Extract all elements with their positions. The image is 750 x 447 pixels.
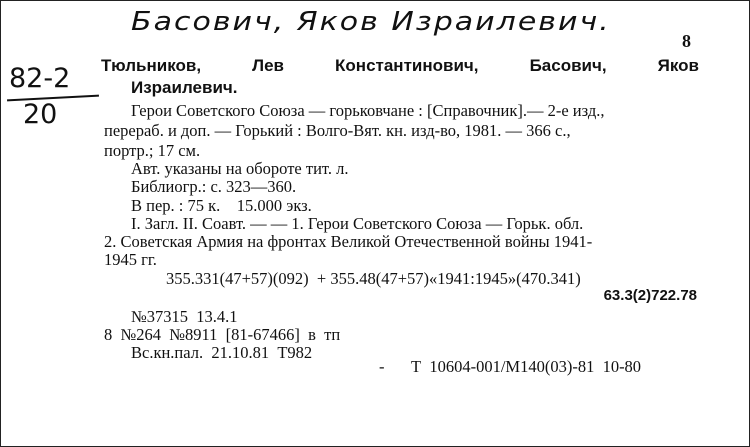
body-line: перераб. и доп. — Горький : Волго-Вят. кн. изд-во, 1981. — 366 с., — [104, 121, 571, 140]
heading-word: Басович, — [529, 56, 607, 75]
body-line: Авт. указаны на обороте тит. л. — [131, 159, 349, 178]
heading-line-2: Израилевич. — [131, 78, 238, 97]
heading-word: Лев — [252, 56, 284, 75]
footer-line-2: 8 №264 №8911 [81-67466] в тп — [104, 325, 341, 344]
handwritten-call-number-bottom: 20 — [23, 99, 58, 130]
heading-word: Тюльников, — [101, 56, 202, 75]
body-line: I. Загл. II. Соавт. — — 1. Герои Советского Союза — Горьк. обл. — [131, 214, 584, 233]
footer-line-3: Вс.кн.пал. 21.10.81 Т982 — [131, 343, 313, 362]
card-number: 8 — [682, 31, 691, 51]
footer-line-1: №37315 13.4.1 — [131, 307, 238, 326]
body-line: В пер. : 75 к. 15.000 экз. — [131, 196, 312, 215]
heading-word: Константинович, — [335, 56, 479, 75]
body-line: 1945 гг. — [104, 250, 157, 269]
body-line: портр.; 17 см. — [104, 141, 201, 160]
heading-word: Яков — [657, 56, 699, 75]
bbk-classification: 63.3(2)722.78 — [603, 287, 697, 304]
udc-classification: 355.331(47+57)(092) + 355.48(47+57)«1941:1945»(470.341) — [166, 269, 581, 288]
body-line: Герои Советского Союза — горьковчане : [Справочник].— 2-е изд., — [131, 101, 605, 120]
handwritten-call-number-top: 82-2 — [9, 63, 71, 94]
heading-authors — [101, 56, 699, 76]
footer-line-4: Т 10604-001/М140(03)-81 10-80 — [411, 357, 642, 376]
footer-dash: - — [379, 357, 385, 376]
body-line: Библиогр.: с. 323—360. — [131, 177, 297, 196]
handwritten-author-name: Басович, Яков Израилевич. — [131, 7, 611, 37]
body-line: 2. Советская Армия на фронтах Великой Отечественной войны 1941- — [104, 232, 593, 251]
